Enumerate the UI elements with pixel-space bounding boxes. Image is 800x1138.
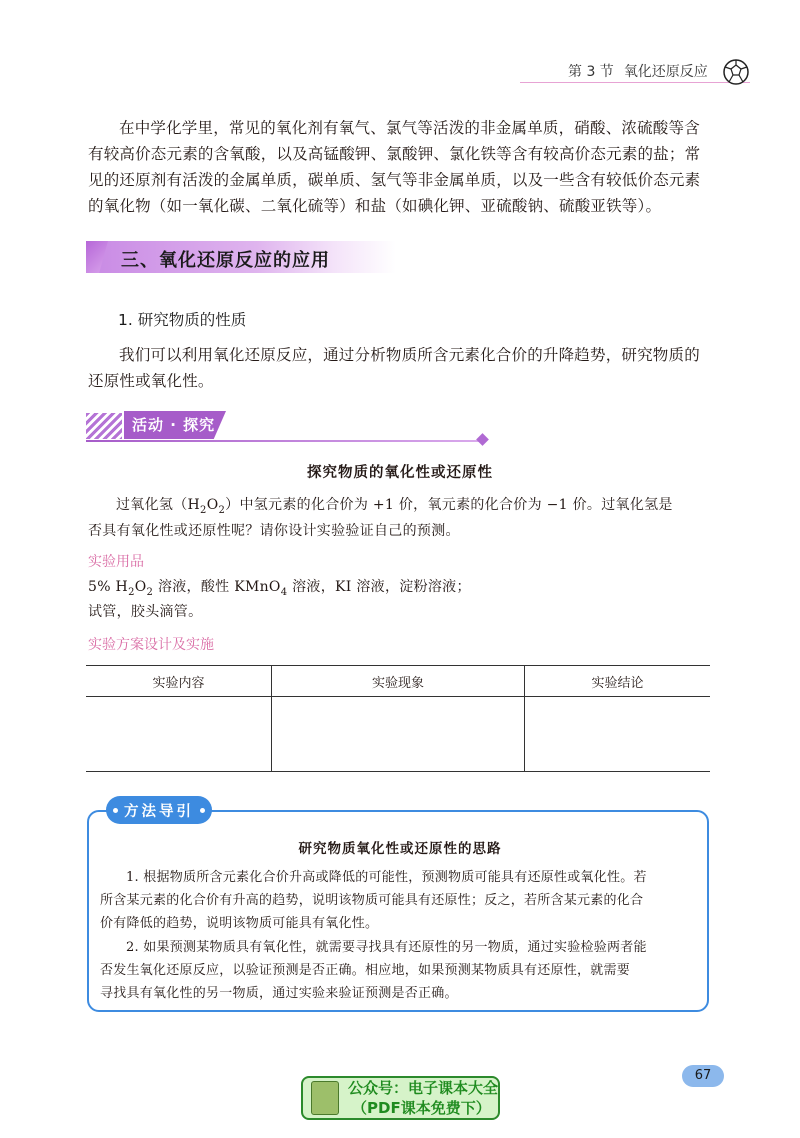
section-para-line-2: 还原性或氧化性。 bbox=[88, 372, 214, 390]
activity-heading: 探究物质的氧化性或还原性 bbox=[307, 464, 493, 481]
activity-banner-stripes bbox=[86, 413, 122, 439]
intro-line-2: 有较高价态元素的含氧酸，以及高锰酸钾、氯酸钾、氯化铁等含有较高价态元素的盐；常 bbox=[88, 145, 701, 163]
method-p1-line-3: 价有降低的趋势，说明该物质可能具有氧化性。 bbox=[100, 916, 379, 931]
table-cell bbox=[86, 697, 272, 772]
activity-para-line-1: 过氧化氢$(H_2O_2)$中氢元素的化合价为 +1 价，氧元素的化合价为 −1 价。过氧化氢是 bbox=[116, 497, 673, 516]
method-p2-line-1: 2. 如果预测某物质具有氧化性，就需要寻找具有还原性的另一物质，通过实验检验两者能 bbox=[126, 940, 647, 955]
table-cell bbox=[525, 697, 711, 772]
header-rule bbox=[520, 82, 750, 83]
section-heading: 三、氧化还原反应的应用 bbox=[121, 250, 330, 271]
table-row bbox=[86, 697, 710, 772]
intro-line-3: 见的还原剂有活泼的金属单质，碳单质、氢气等非金属单质，以及一些含有较低价态元素 bbox=[88, 171, 701, 189]
experiment-table bbox=[86, 665, 710, 772]
method-heading: 研究物质氧化性或还原性的思路 bbox=[298, 841, 502, 857]
activity-banner-rule bbox=[86, 440, 482, 442]
method-p2-line-3: 寻找具有氧化性的另一物质，通过实验来验证预测是否正确。 bbox=[100, 986, 458, 1001]
method-p2-line-2: 否发生氧化还原反应，以验证预测是否正确。相应地，如果预测某物质具有还原性，就需要 bbox=[100, 963, 631, 978]
table-header-conclusion: 实验结论 bbox=[525, 666, 711, 697]
running-header bbox=[568, 61, 708, 81]
page-number: 67 bbox=[682, 1065, 724, 1087]
table-cell bbox=[272, 697, 525, 772]
materials-label: 实验用品 bbox=[88, 554, 144, 570]
watermark-line-1: 公众号：电子课本大全 bbox=[348, 1079, 499, 1097]
activity-para-line-2: 否具有氧化性或还原性呢？请你设计实验验证自己的预测。 bbox=[88, 523, 460, 539]
materials-line-2: 试管，胶头滴管。 bbox=[88, 604, 203, 620]
method-guide-tag-label: 方法导引 bbox=[124, 803, 194, 820]
book-icon bbox=[311, 1081, 339, 1115]
method-p1-line-2: 所含某元素的化合价有升高的趋势，说明该物质可能具有还原性；反之，若所含某元素的化合 bbox=[100, 893, 644, 908]
molecule-ball-icon bbox=[722, 58, 750, 86]
table-header-content: 实验内容 bbox=[86, 666, 272, 697]
header-section-title: 氧化还原反应 bbox=[623, 64, 708, 80]
activity-banner-dot bbox=[476, 433, 489, 446]
materials-line-1: 5% $H_2O_2$ 溶液，酸性 KMnO$_4$ 溶液，KI 溶液，淀粉溶液； bbox=[88, 579, 471, 598]
subsection-title: 1. 研究物质的性质 bbox=[118, 311, 247, 329]
section-para-line-1: 我们可以利用氧化还原反应，通过分析物质所含元素化合价的升降趋势，研究物质的 bbox=[119, 346, 700, 364]
intro-line-1: 在中学化学里，常见的氧化剂有氧气、氯气等活泼的非金属单质，硝酸、浓硫酸等含 bbox=[119, 119, 700, 137]
activity-banner-label: 活动 · 探究 bbox=[132, 416, 216, 434]
plan-label: 实验方案设计及实施 bbox=[88, 637, 214, 653]
table-header-phenomenon: 实验现象 bbox=[272, 666, 525, 697]
header-section-number: 第 3 节 bbox=[568, 64, 614, 80]
table-header-row bbox=[86, 666, 710, 697]
watermark-line-2: （PDF课本免费下） bbox=[352, 1099, 491, 1117]
method-p1-line-1: 1. 根据物质所含元素化合价升高或降低的可能性，预测物质可能具有还原性或氧化性。若 bbox=[126, 870, 647, 885]
intro-line-4: 的氧化物（如一氧化碳、二氧化硫等）和盐（如碘化钾、亚硫酸钠、硫酸亚铁等）。 bbox=[88, 197, 662, 215]
